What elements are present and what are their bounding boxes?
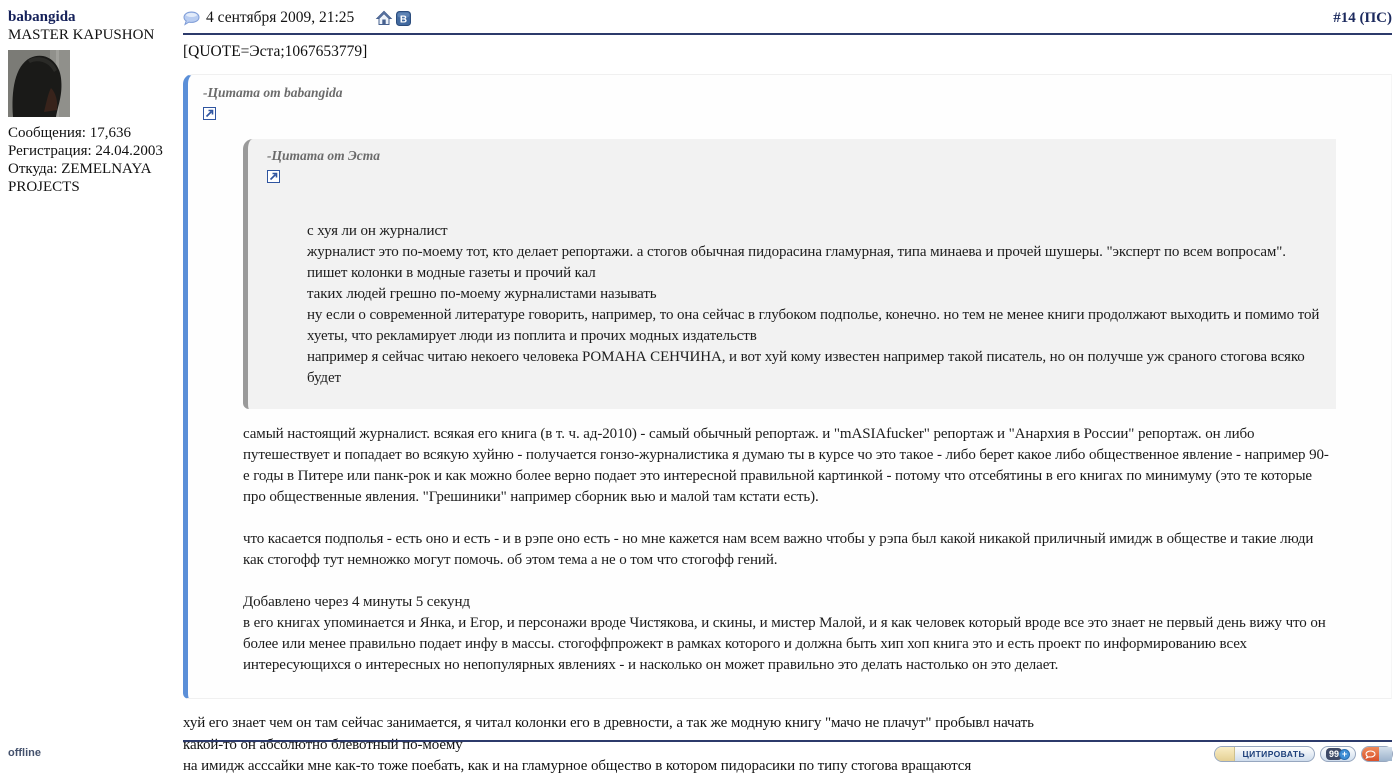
post-action-buttons <box>1214 746 1393 762</box>
outer-quote-caption: -Цитата от babangida <box>203 85 343 100</box>
post-main <box>183 8 1392 778</box>
comment-bubble-icon <box>183 11 200 26</box>
quick-reply-bubble-icon <box>1362 747 1379 761</box>
quote-line: ну если о современной литературе говорить, например, то она сейчас в глубоком подполье, конечно. но тем не менее книги продолжают выходить и помимо той хуеты, что рекламирует люди из поплита и прочих модных издательств <box>307 307 1320 344</box>
inner-quote-caption: -Цитата от Эста <box>267 148 381 163</box>
post-closing-text <box>183 713 1392 778</box>
closing-line: хуй его знает чем он там сейчас занимается, я читал колонки его в древности, а так же модную книгу "мачо не плачут" пробывл начать <box>183 715 1034 731</box>
quick-reply-button[interactable] <box>1361 746 1393 762</box>
view-post-arrow-icon[interactable] <box>203 107 216 120</box>
online-status: offline <box>8 747 41 759</box>
user-stat-registered: Регистрация: 24.04.2003 <box>8 143 163 159</box>
reply-paragraph: что касается подполья - есть оно и есть - и в рэпе оно есть - но мне кажется нам всем важно чтобы у рэпа был какой никакой приличный имидж в обществе и такие люди как стогофф тут немножко могут помочь. об этом тема а не о том что стогофф гений. <box>243 531 1314 568</box>
reply-paragraph: в его книгах упоминается и Янка, и Егор, и персонажи вроде Чистякова, и скины, и мистер Малой, и я как человек который вроде все это знает не первый день вижу что он более или менее правильно подает инфу в массы. стогоффпрожект в рамках которого и должна быть хип хоп книга это и есть проект по информированию всех интересующихся о интересных но непопулярных явлениях - и насколько он может правильно это делать настолько он это делает. <box>243 615 1326 673</box>
closing-line: какой-то он абсолютно блевотный по-моему <box>183 736 463 753</box>
inner-quote-text <box>307 221 1326 389</box>
user-stats <box>8 124 180 196</box>
quote-line: с хуя ли он журналист <box>307 223 448 239</box>
post-header <box>183 8 1392 28</box>
view-post-arrow-icon[interactable] <box>267 170 280 183</box>
multiquote-plus-icon: + <box>1339 749 1350 760</box>
avatar[interactable] <box>8 50 70 117</box>
user-stat-from: Откуда: ZEMELNAYA PROJECTS <box>8 161 151 195</box>
header-divider <box>183 33 1392 35</box>
home-icon[interactable] <box>376 10 392 26</box>
added-after-note: Добавлено через 4 минуты 5 секунд <box>243 594 470 610</box>
raw-quote-open-tag: [QUOTE=Эста;1067653779] <box>183 43 368 60</box>
inner-quote-block <box>243 139 1336 409</box>
user-panel <box>8 8 180 196</box>
header-icons <box>376 10 411 26</box>
username-link[interactable]: babangida <box>8 9 76 25</box>
quick-reply-tail <box>1379 747 1392 761</box>
multiquote-quotes-icon: 99 <box>1326 748 1342 760</box>
avatar-image <box>8 50 70 117</box>
quote-button-paper-icon <box>1215 747 1235 761</box>
footer-divider <box>183 740 1392 742</box>
closing-line: на имидж асссайки мне как-то тоже поебать, как и на гламурное общество в котором пидорасики по типу стогова вращаются <box>183 758 972 774</box>
quote-line: таких людей грешно по-моему журналистами называть <box>307 286 657 302</box>
outer-quote-reply-text <box>243 424 1331 676</box>
vk-share-icon[interactable] <box>396 11 411 26</box>
post-number-link[interactable]: #14 (ПС) <box>1333 9 1392 26</box>
quote-line: например я сейчас читаю некоего человека РОМАНА СЕНЧИНА, и вот хуй кому известен например такой писатель, но он получше уж сраного стогова всяко будет <box>307 349 1305 386</box>
reply-paragraph: самый настоящий журналист. всякая его книга (в т. ч. ад-2010) - самый обычный репортаж. и "mASIAfucker" репортаж и "Анархия в России" репортаж. он либо путешествует и попадает во всякую хуйню - получается гонзо-журналистика я думаю ты в курсе чо это такое - либо берет какое либо общественное явление - например 90-е годы в Питере или панк-рок и как можно более верно подает это интересной правильной картинкой - потому что отсебятины в его книгах по минимуму (это те которые про общественные явления. "Грешиники" например сборник вью и малой там кстати есть). <box>243 426 1329 505</box>
quote-line: журналист это по-моему тот, кто делает репортажи. а стогов обычная пидорасина гламурная, типа минаева и прочей шушеры. "эксперт по всем вопросам". пишет колонки в модные газеты и прочий кал <box>307 244 1286 281</box>
quote-button-label: ЦИТИРОВАТЬ <box>1242 749 1305 759</box>
user-stat-messages: Сообщения: 17,636 <box>8 125 131 141</box>
svg-text:B: B <box>400 14 408 25</box>
outer-quote-block <box>183 74 1392 699</box>
user-title: MASTER KAPUSHON <box>8 27 155 43</box>
quote-button[interactable] <box>1214 746 1315 762</box>
multiquote-button[interactable] <box>1320 746 1356 762</box>
post-date: 4 сентября 2009, 21:25 <box>206 9 355 26</box>
